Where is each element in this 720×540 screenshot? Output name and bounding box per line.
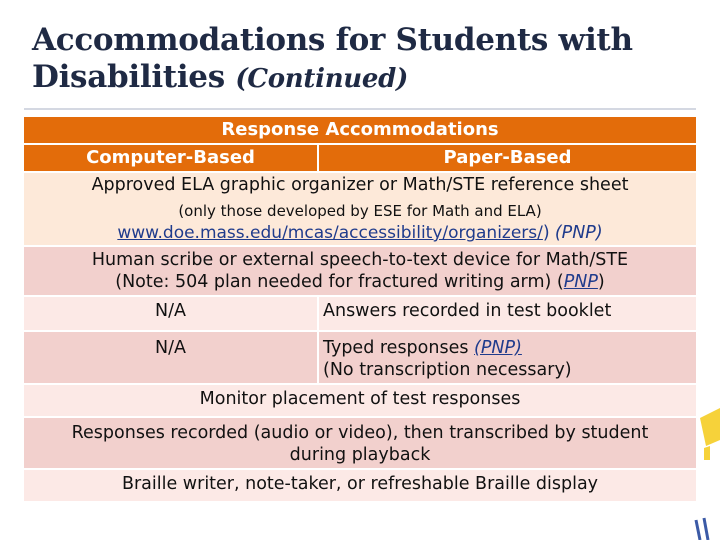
row6-text: Responses recorded (audio or video), then transcribed by student during playback	[24, 417, 696, 469]
row4-pnp: (PNP)	[474, 338, 522, 358]
organizers-link[interactable]: www.doe.mass.edu/mcas/accessibility/organizers/	[117, 223, 543, 243]
column-header-paper: Paper-Based	[318, 144, 696, 172]
row2-line2-pre: (Note: 504 plan needed for fractured writing arm) (	[115, 272, 564, 292]
row2-pnp: PNP	[563, 272, 598, 292]
title-divider	[24, 108, 696, 110]
row4-computer: N/A	[24, 331, 318, 384]
table-header: Response Accommodations	[24, 117, 696, 144]
response-accommodations-table	[24, 117, 696, 503]
slide-title	[32, 22, 712, 98]
table-row	[24, 246, 696, 296]
table-row	[24, 384, 696, 417]
row1-line2: (only those developed by ESE for Math and ELA)	[178, 202, 542, 220]
row4-paper-line2: (No transcription necessary)	[323, 360, 572, 380]
slide-title-main: Accommodations for Students with Disabilities	[32, 22, 633, 95]
table-row	[24, 296, 696, 331]
row7-text: Braille writer, note-taker, or refreshable Braille display	[24, 469, 696, 502]
table-header-row	[24, 117, 696, 144]
row2-line1: Human scribe or external speech-to-text device for Math/STE	[91, 250, 629, 270]
row4-paper-text: Typed responses	[323, 338, 475, 358]
column-header-row	[24, 144, 696, 172]
row3-computer: N/A	[24, 296, 318, 331]
table-row	[24, 172, 696, 246]
table-row	[24, 417, 696, 469]
row1-pnp: (PNP)	[554, 223, 603, 243]
table-row	[24, 469, 696, 502]
column-header-computer: Computer-Based	[24, 144, 318, 172]
table-row	[24, 331, 696, 384]
slide-title-sub: (Continued)	[235, 64, 409, 94]
row1-line1: Approved ELA graphic organizer or Math/STE reference sheet	[91, 175, 629, 195]
row3-paper: Answers recorded in test booklet	[318, 296, 696, 331]
row1-paren: )	[542, 223, 550, 243]
row5-text: Monitor placement of test responses	[24, 384, 696, 417]
row2-line2-post: )	[597, 272, 605, 292]
